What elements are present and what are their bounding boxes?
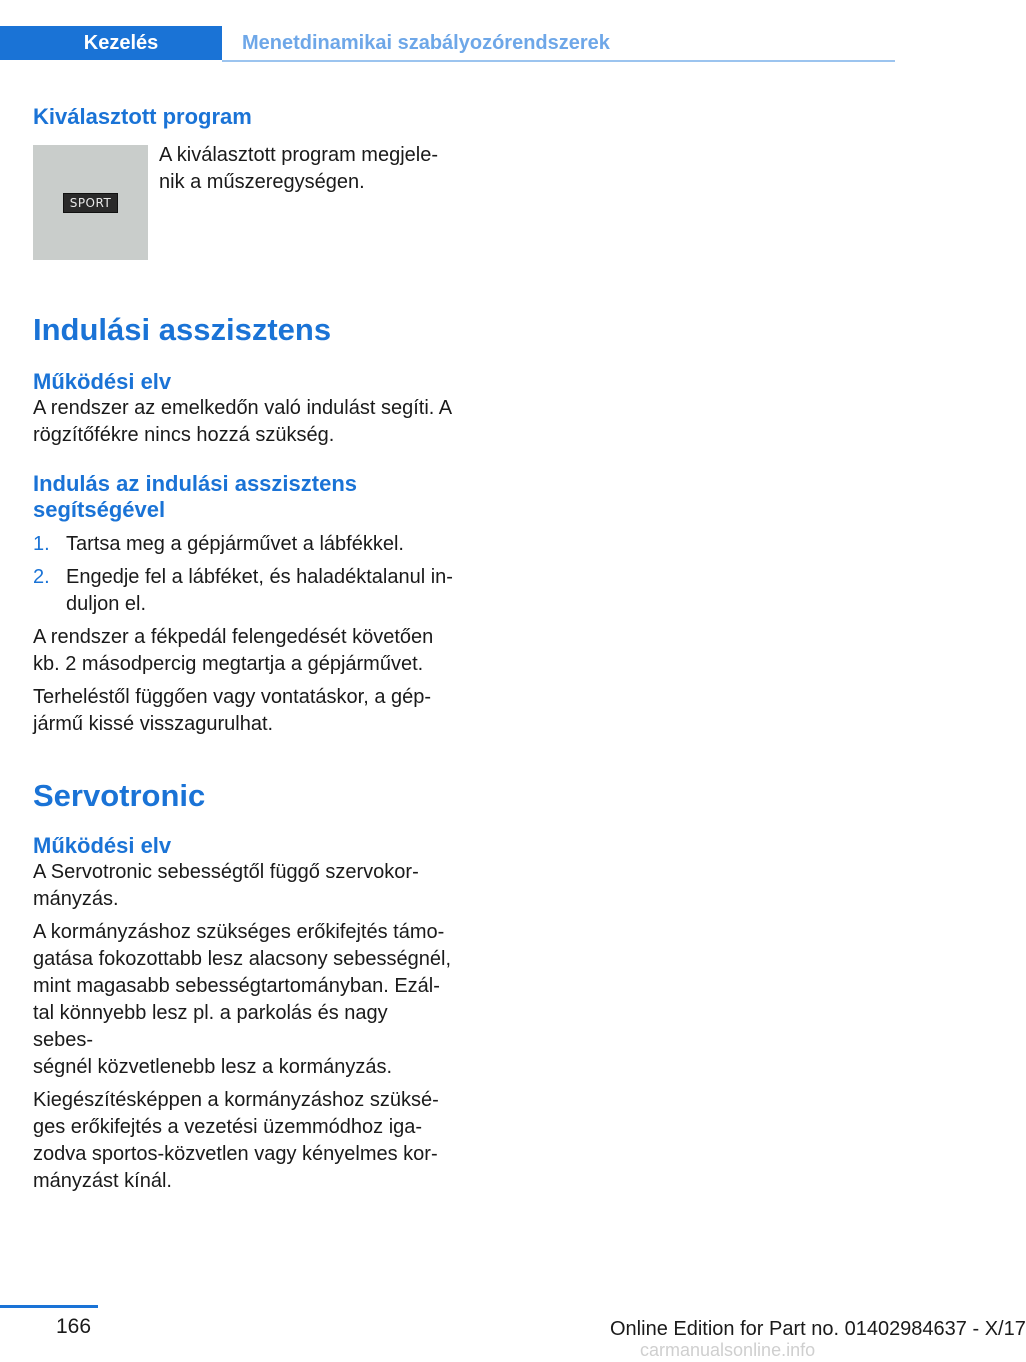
header-divider [222, 60, 895, 62]
servotronic-p3-line2: ges erőkifejtés a vezetési üzemmódhoz iga- [33, 1116, 423, 1138]
start-assist-section [33, 312, 453, 738]
step-text: Tartsa meg a gépjárművet a lábfékkel. [66, 533, 404, 555]
servotronic-p2-line2: gatása fokozottabb lesz alacsony sebességnél, [33, 948, 452, 970]
servotronic-p2-line3: mint magasabb sebességtartományban. Ezál- [33, 975, 440, 997]
list-item-continuation [33, 591, 453, 618]
servotronic-p3-line1: Kiegészítésképpen a kormányzáshoz szüksé- [33, 1089, 439, 1111]
start-assist-note2-line1: Terheléstől függően vagy vontatáskor, a gép- [33, 686, 432, 708]
start-assist-note1-line2: kb. 2 másodpercig megtartja a gépjárművet. [33, 653, 424, 675]
servotronic-p1-line1: A Servotronic sebességtől függő szervokor- [33, 861, 419, 883]
page-number: 166 [56, 1315, 92, 1338]
start-assist-note2-line2: jármű kissé visszagurulhat. [33, 713, 274, 735]
start-assist-principle-line1: A rendszer az emelkedőn való indulást segíti. A [33, 397, 453, 419]
servotronic-principle-heading: Működési elv [33, 833, 172, 858]
tab-kezeles[interactable]: Kezelés [0, 26, 222, 60]
edition-note: Online Edition for Part no. 01402984637 - X/17 [610, 1318, 1026, 1340]
servotronic-p3-line3: zodva sportos-közvetlen vagy kényelmes kor- [33, 1143, 438, 1165]
start-assist-howto-heading-line2: segítségével [33, 497, 166, 522]
servotronic-p3-line4: mányzást kínál. [33, 1170, 172, 1192]
instrument-cluster-image [33, 145, 148, 260]
servotronic-p2-line1: A kormányzáshoz szükséges erőkifejtés támo- [33, 921, 445, 943]
start-assist-steps [33, 531, 453, 618]
footer-divider [0, 1305, 98, 1308]
servotronic-section [33, 778, 453, 1195]
list-item [33, 564, 453, 591]
start-assist-title: Indulási asszisztens [33, 312, 332, 347]
servotronic-title: Servotronic [33, 778, 206, 813]
selected-program-line1: A kiválasztott program megjele- [159, 144, 439, 166]
start-assist-principle-heading: Működési elv [33, 369, 172, 394]
list-item [33, 531, 453, 558]
servotronic-p1-line2: mányzás. [33, 888, 119, 910]
start-assist-howto-heading-line1: Indulás az indulási asszisztens [33, 471, 357, 496]
sport-mode-indicator: SPORT [63, 193, 119, 213]
step-text-line2: duljon el. [66, 593, 147, 615]
start-assist-note1-line1: A rendszer a fékpedál felengedését követően [33, 626, 434, 648]
section-title[interactable]: Menetdinamikai szabályozórendszerek [242, 31, 610, 54]
servotronic-p2-line5: ségnél közvetlenebb lesz a kormányzás. [33, 1056, 393, 1078]
servotronic-p2-line4: tal könnyebb lesz pl. a parkolás és nagy sebes- [33, 1002, 388, 1051]
start-assist-principle-line2: rögzítőfékre nincs hozzá szükség. [33, 424, 335, 446]
step-text-line1: Engedje fel a lábféket, és haladéktalanul in- [66, 566, 453, 588]
selected-program-line2: nik a műszeregységen. [159, 171, 365, 193]
step-number: 1. [33, 533, 50, 555]
page-header [0, 26, 895, 62]
selected-program-block [33, 104, 453, 130]
selected-program-text [159, 142, 459, 196]
watermark: carmanualsonline.info [640, 1340, 816, 1360]
step-number: 2. [33, 566, 50, 588]
selected-program-heading: Kiválasztott program [33, 104, 252, 129]
